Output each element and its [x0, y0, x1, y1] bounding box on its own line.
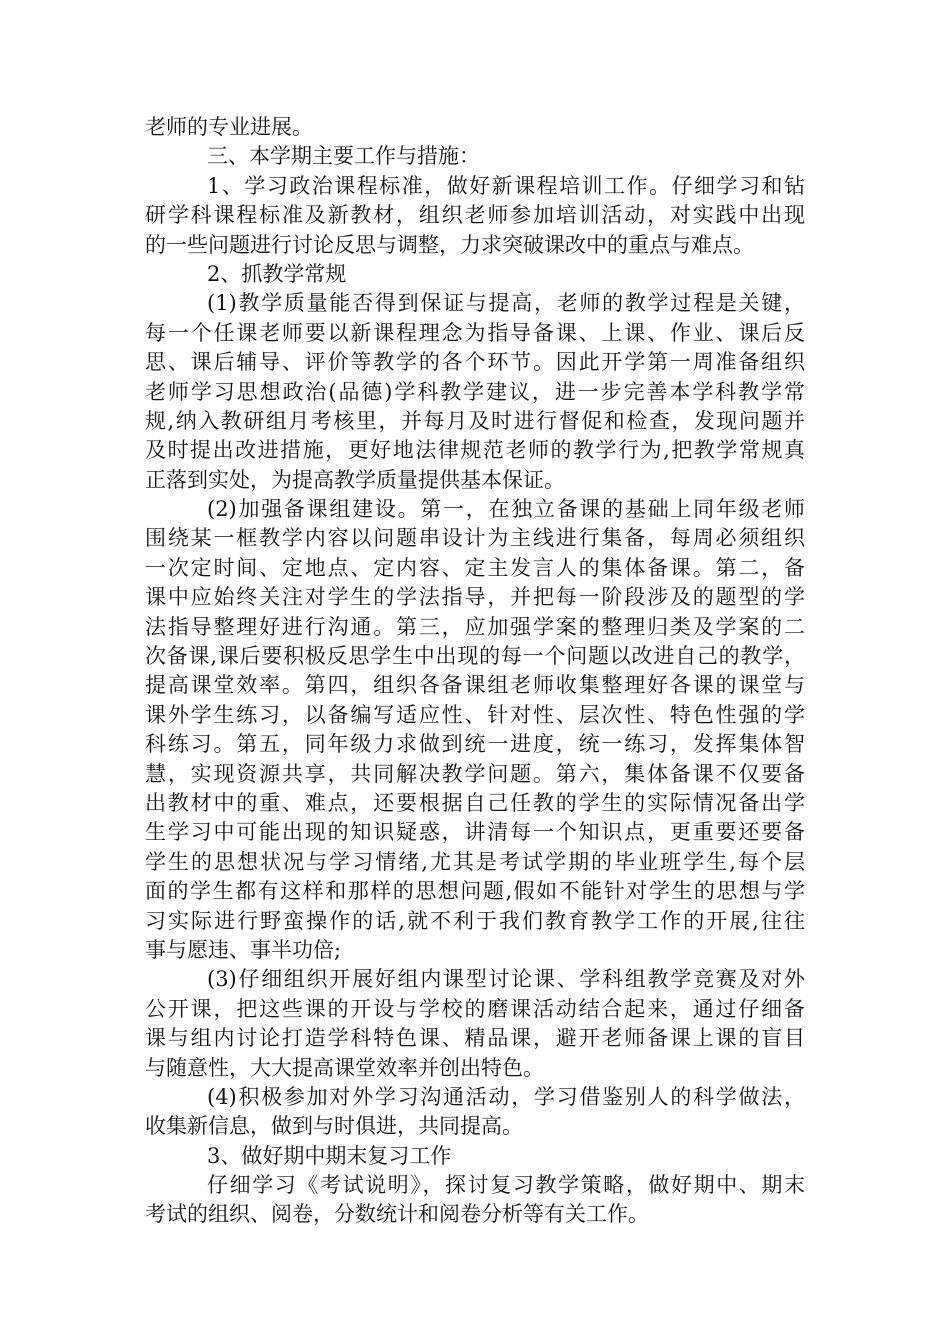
text-line: 慧，实现资源共享，共同解决教学问题。第六，集体备课不仅要备	[145, 761, 805, 786]
text-line: 次备课,课后要积极反思学生中出现的每一个问题以改进自己的教学，	[145, 644, 805, 669]
text-line: 规,纳入教研组月考核里，并每月及时进行督促和检查，发现问题并	[145, 408, 805, 433]
text-line: 正落到实处，为提高教学质量提供基本保证。	[145, 467, 565, 492]
text-line: 与随意性，大大提高课堂效率并创出特色。	[145, 1055, 544, 1080]
text-line: 三、本学期主要工作与措施：	[207, 144, 480, 169]
text-line: 科练习。第五，同年级力求做到统一进度，统一练习，发挥集体智	[145, 732, 805, 757]
text-line: 课与组内讨论打造学科特色课、精品课，避开老师备课上课的盲目	[145, 1026, 805, 1051]
text-line: (1)教学质量能否得到保证与提高，老师的教学过程是关键，	[207, 291, 805, 316]
text-line: 生学习中可能出现的知识疑惑，讲清每一个知识点，更重要还要备	[145, 820, 805, 845]
text-line: 的一些问题进行讨论反思与调整，力求突破课改中的重点与难点。	[145, 232, 754, 257]
text-line: 课中应始终关注对学生的学法指导，并把每一阶段涉及的题型的学	[145, 585, 805, 610]
text-line: 一次定时间、定地点、定内容、定主发言人的集体备课。第二，备	[145, 555, 805, 580]
text-line: 围绕某一框教学内容以问题串设计为主线进行集备，每周必须组织	[145, 526, 805, 551]
text-line: 仔细学习《考试说明》，探讨复习教学策略，做好期中、期末	[207, 1173, 805, 1198]
text-line: 事与愿违、事半功倍;	[145, 937, 342, 962]
text-line: 习实际进行野蛮操作的话,就不利于我们教育教学工作的开展,往往	[145, 908, 805, 933]
document-body	[145, 113, 805, 1230]
text-line: 老师的专业进展。	[145, 115, 313, 139]
text-line: 公开课，把这些课的开设与学校的磨课活动结合起来，通过仔细备	[145, 996, 805, 1021]
text-line: 收集新信息，做到与时俱进，共同提高。	[145, 1114, 523, 1139]
text-line: (3)仔细组织开展好组内课型讨论课、学科组教学竞赛及对外	[207, 967, 805, 992]
text-line: 面的学生都有这样和那样的思想问题,假如不能针对学生的思想与学	[145, 879, 805, 904]
text-line: 老师学习思想政治(品德)学科教学建议，进一步完善本学科教学常	[145, 379, 805, 404]
text-line: 提高课堂效率。第四，组织各备课组老师收集整理好各课的课堂与	[145, 673, 805, 698]
text-line: 出教材中的重、难点，还要根据自己任教的学生的实际情况备出学	[145, 790, 805, 815]
text-line: (4)积极参加对外学习沟通活动，学习借鉴别人的科学做法，	[207, 1084, 805, 1109]
text-line: 学生的思想状况与学习情绪,尤其是考试学期的毕业班学生,每个层	[145, 849, 805, 874]
text-line: (2)加强备课组建设。第一，在独立备课的基础上同年级老师	[207, 497, 805, 522]
text-line: 3、做好期中期末复习工作	[207, 1143, 452, 1168]
text-line: 法指导整理好进行沟通。第三，应加强学案的整理归类及学案的二	[145, 614, 805, 639]
text-line: 及时提出改进措施，更好地法律规范老师的教学行为,把教学常规真	[145, 438, 805, 463]
text-line: 每一个任课老师要以新课程理念为指导备课、上课、作业、课后反	[145, 320, 805, 345]
text-line: 2、抓教学常规	[207, 261, 347, 286]
text-line: 课外学生练习，以备编写适应性、针对性、层次性、特色性强的学	[145, 702, 805, 727]
text-line: 考试的组织、阅卷，分数统计和阅卷分析等有关工作。	[145, 1202, 649, 1227]
text-line: 研学科课程标准及新教材，组织老师参加培训活动，对实践中出现	[145, 203, 805, 228]
text-line: 思、课后辅导、评价等教学的各个环节。因此开学第一周准备组织	[145, 350, 805, 375]
text-line: 1、学习政治课程标准，做好新课程培训工作。仔细学习和钻	[207, 173, 805, 198]
